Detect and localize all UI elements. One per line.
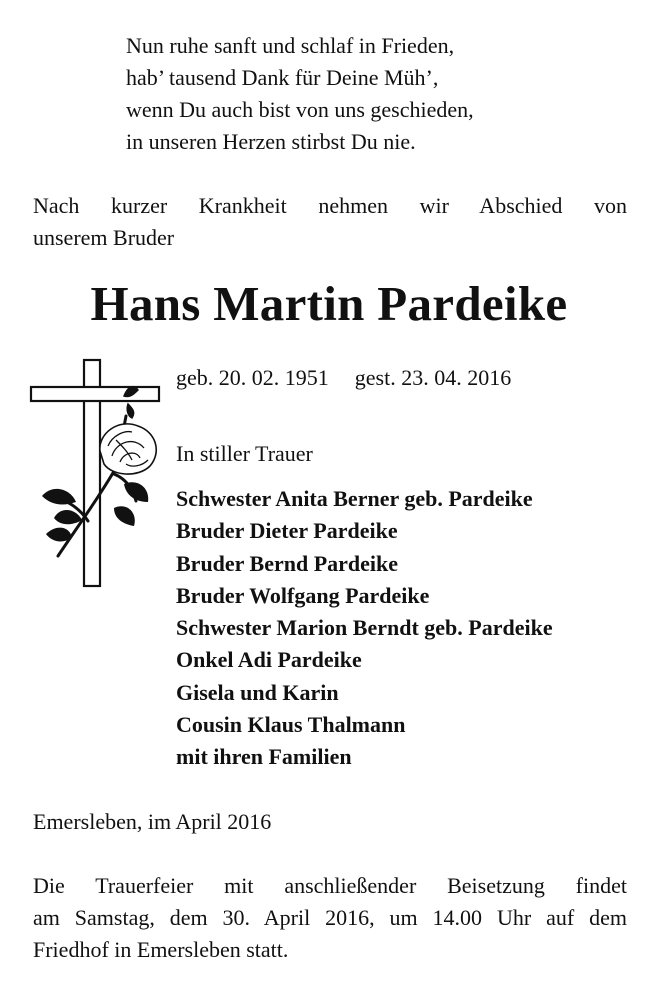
intro-text	[33, 190, 627, 254]
mourner: Schwester Marion Berndt geb. Pardeike	[176, 615, 553, 641]
service-line: Friedhof in Emersleben statt.	[33, 937, 289, 962]
mourner: Schwester Anita Berner geb. Pardeike	[176, 486, 533, 511]
mourning-phrase: In stiller Trauer	[176, 441, 313, 466]
mourner: Cousin Klaus Thalmann	[176, 712, 406, 738]
birth-date: geb. 20. 02. 1951	[176, 365, 329, 390]
mourner: Gisela und Karin	[176, 679, 339, 705]
mourner: mit ihren Familien	[176, 744, 352, 770]
poem-line: in unseren Herzen stirbst Du nie.	[126, 129, 416, 154]
mourner: Bruder Dieter Pardeike	[176, 518, 398, 544]
cross-with-rose-icon	[28, 356, 170, 588]
poem-line: Nun ruhe sanft und schlaf in Frieden,	[126, 33, 455, 58]
mourner: Bruder Bernd Pardeike	[176, 550, 399, 576]
life-dates	[176, 362, 511, 394]
death-date: gest. 23. 04. 2016	[354, 365, 512, 390]
service-line: am Samstag, dem 30. April 2016, um 14.00 Uhr auf dem	[33, 905, 627, 930]
place-and-date: Emersleben, im April 2016	[33, 809, 272, 834]
service-line: Die Trauerfeier mit anschließender Beisetzung findet	[33, 873, 627, 898]
service-info	[33, 870, 627, 966]
intro-line: Nach kurzer Krankheit nehmen wir Abschied von	[33, 193, 627, 218]
mourners-list	[176, 483, 553, 774]
mourner: Bruder Wolfgang Pardeike	[176, 582, 430, 608]
poem-line: hab’ tausend Dank für Deine Müh’,	[126, 65, 439, 90]
intro-line: unserem Bruder	[33, 225, 175, 250]
deceased-name: Hans Martin Pardeike	[90, 276, 568, 331]
poem-line: wenn Du auch bist von uns geschieden,	[126, 97, 474, 122]
poem	[126, 30, 474, 158]
mourner: Onkel Adi Pardeike	[176, 647, 362, 673]
